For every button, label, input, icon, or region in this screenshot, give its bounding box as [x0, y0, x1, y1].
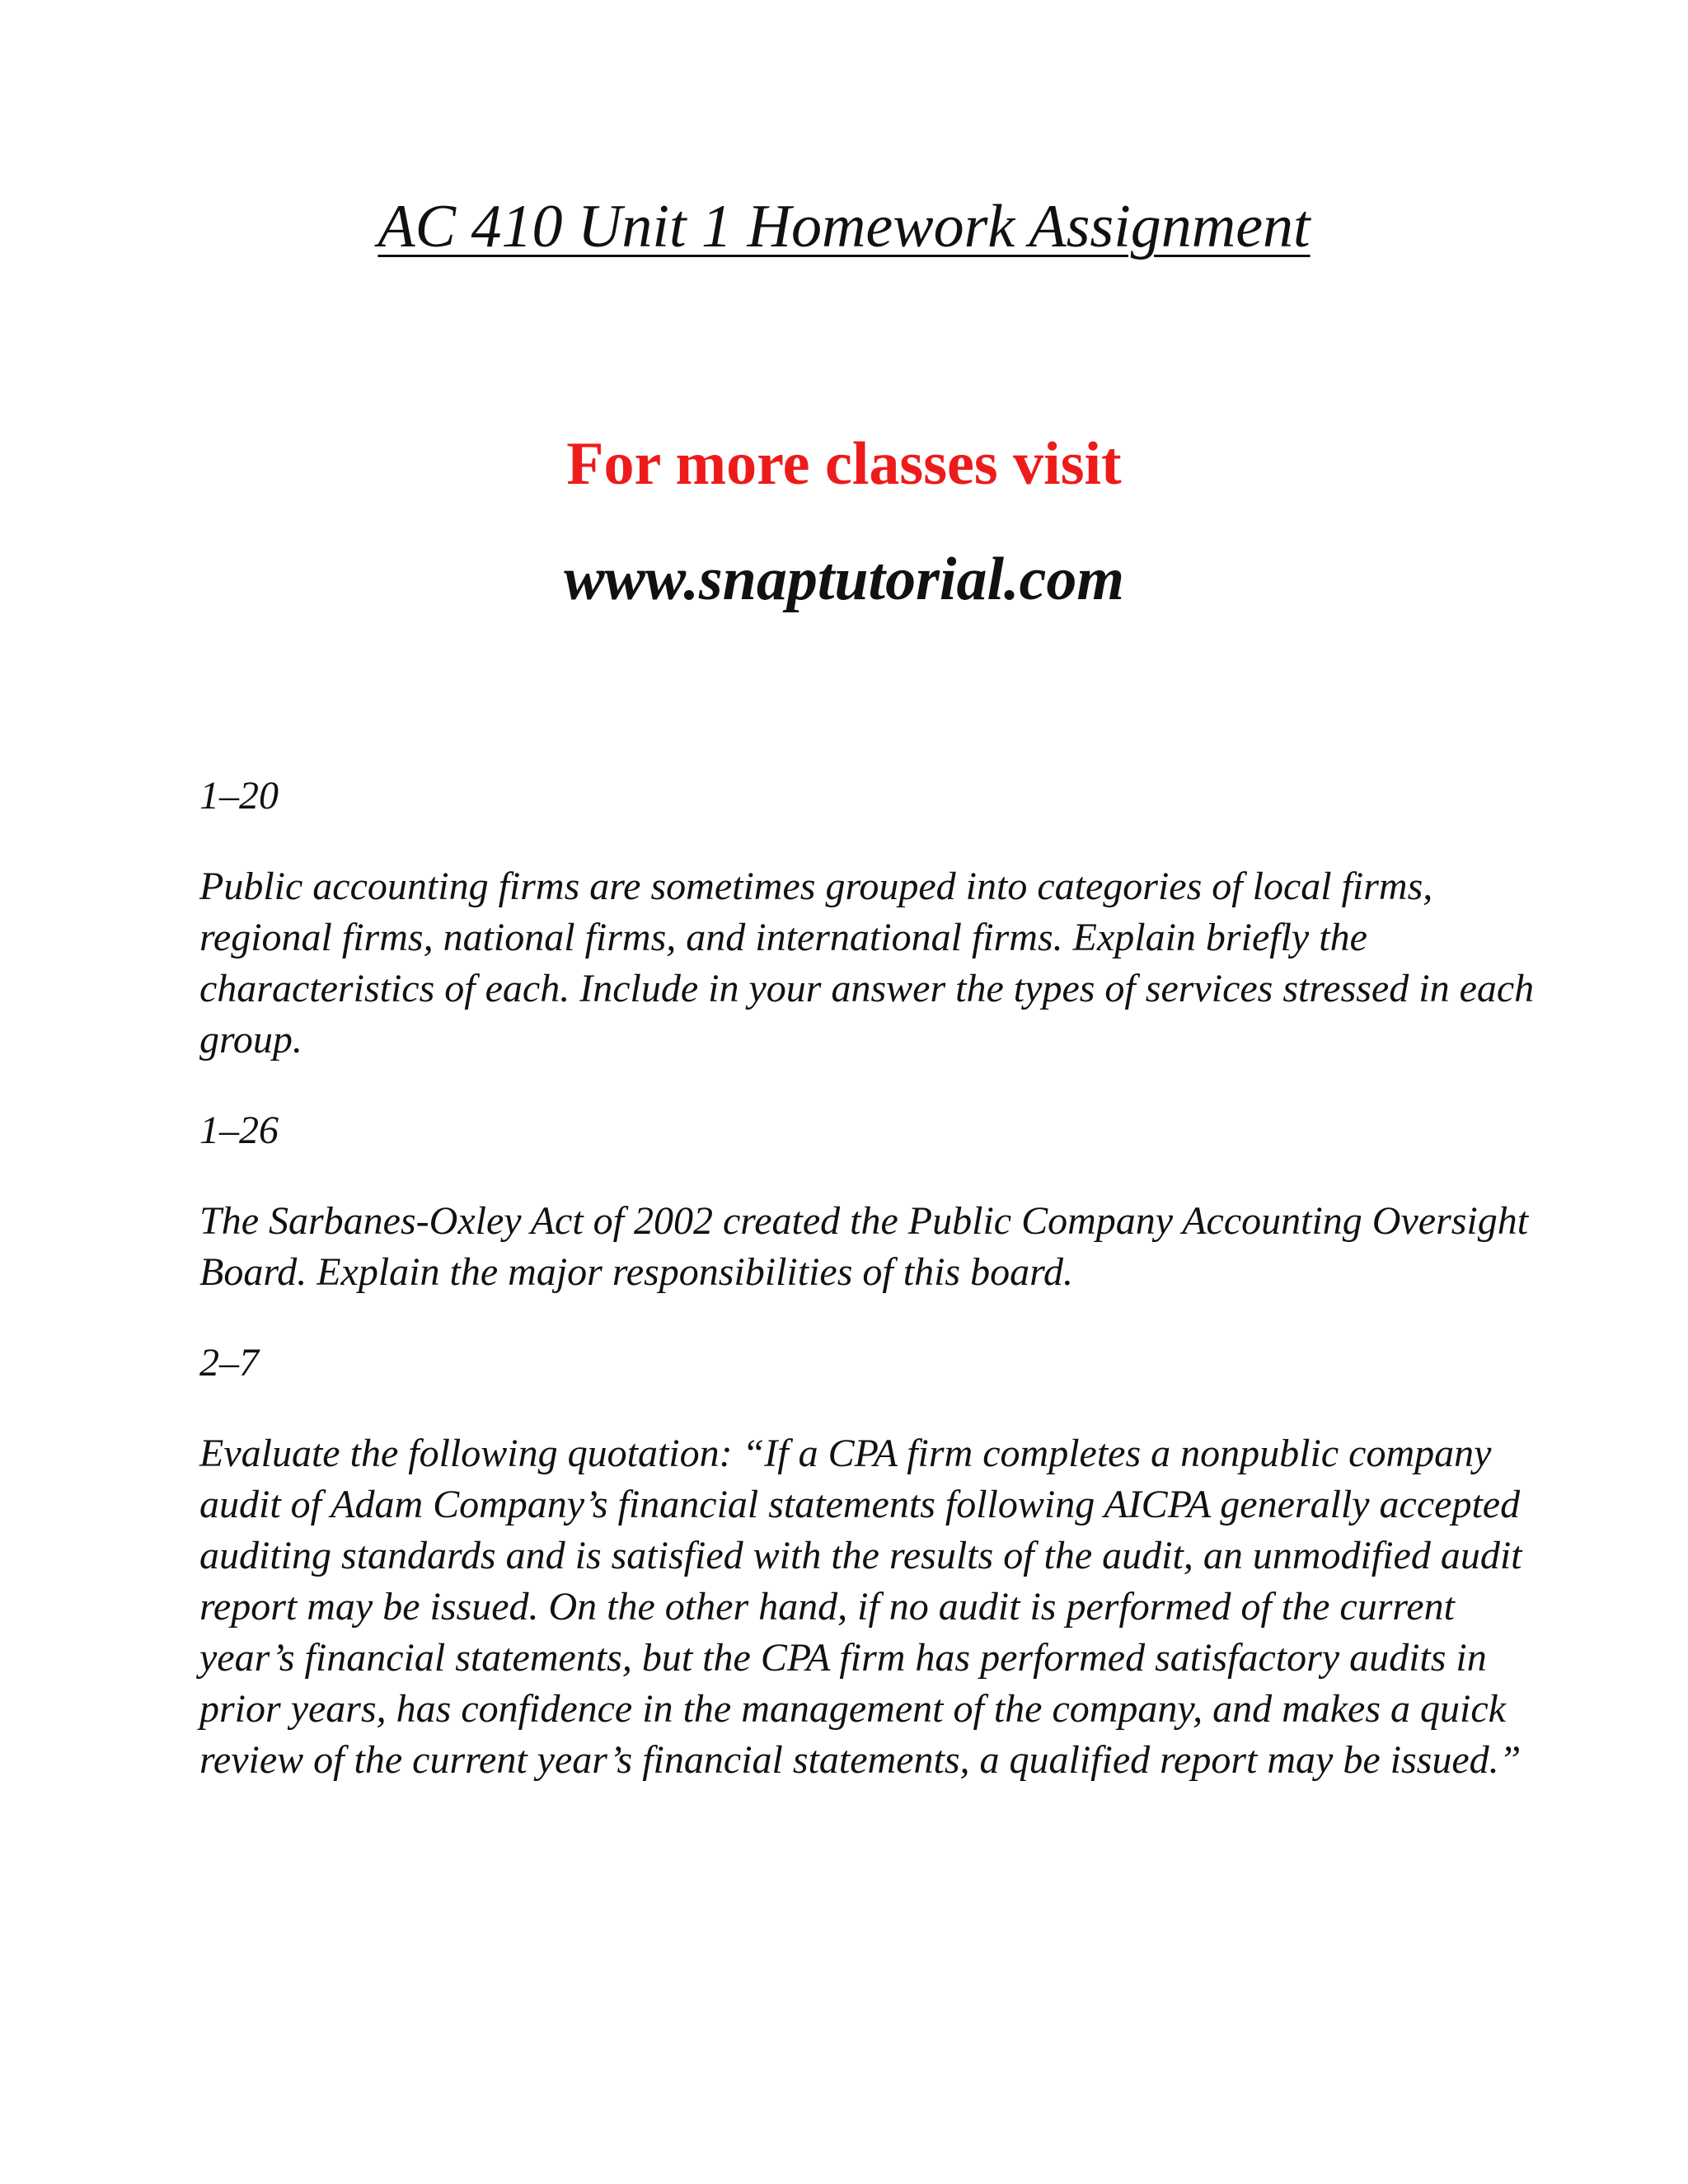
- questions-list: [199, 771, 1551, 1825]
- question-text: Evaluate the following quotation: “If a CPA firm completes a nonpublic company audit of Adam Company’s financial statements following AICPA generally accepted auditing standards and is satisfied with the results of the audit, an unmodified audit report may be issued. On the other hand, if no audit is performed of the current year’s financial statements, but the CPA firm has performed satisfactory audits in prior years, has confidence in the management of the company, and makes a quick review of the current year’s financial statements, a qualified report may be issued.”: [199, 1432, 1522, 1782]
- question-item: [199, 771, 1551, 1066]
- promo-line: For more classes visit: [566, 430, 1122, 498]
- question-number: 1–20: [199, 774, 279, 818]
- question-text: Public accounting firms are sometimes grouped into categories of local firms, regional firms, national firms, and international firms. Explain briefly the characteristics of each. Include in your answer the types of services stressed in each group.: [199, 865, 1535, 1062]
- document-title: AC 410 Unit 1 Homework Assignment: [377, 193, 1311, 260]
- question-item: [199, 1105, 1551, 1298]
- promo-url: www.snaptutorial.com: [564, 546, 1124, 613]
- question-number: 2–7: [199, 1341, 259, 1385]
- question-text: The Sarbanes-Oxley Act of 2002 created the Public Company Accounting Oversight Board. Explain the major responsibilities of this board.: [199, 1199, 1529, 1294]
- question-item: [199, 1338, 1551, 1786]
- question-number: 1–26: [199, 1108, 279, 1152]
